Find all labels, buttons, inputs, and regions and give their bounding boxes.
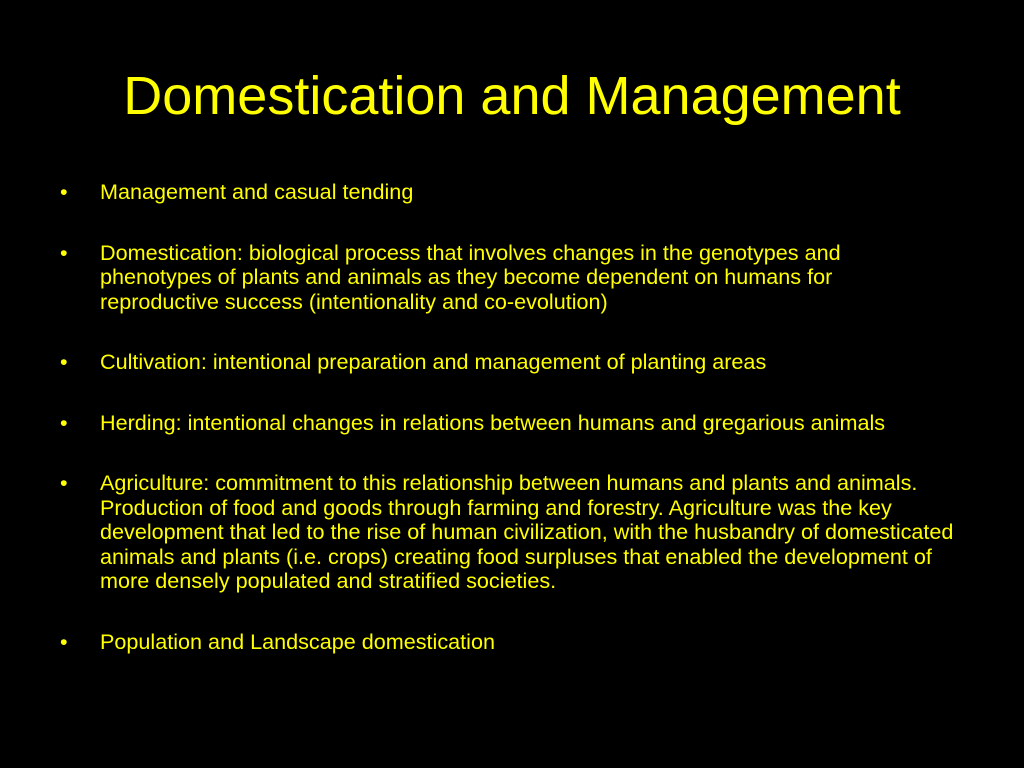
bullet-dot-icon: •	[60, 628, 68, 654]
bullet-text: Herding: intentional changes in relations between humans and gregarious animals	[100, 409, 886, 435]
slide-title: Domestication and Management	[123, 66, 901, 126]
bullet-item-population-landscape	[56, 630, 956, 655]
bullet-text: Cultivation: intentional preparation and management of planting areas	[100, 349, 767, 374]
bullet-item-herding	[56, 411, 956, 436]
bullet-item-agriculture	[56, 471, 956, 594]
bullet-list	[56, 180, 956, 654]
bullet-dot-icon: •	[60, 409, 68, 435]
bullet-item-cultivation	[56, 350, 956, 375]
bullet-dot-icon: •	[60, 349, 68, 374]
bullet-dot-icon: •	[60, 470, 68, 495]
bullet-item-management	[56, 180, 956, 205]
bullet-text: Agriculture: commitment to this relationship between humans and plants and animals. Production of food and goods through farming and forestry. Agriculture was the key development that led to the rise of human civilization, with the husbandry of domesticated animals and plants (i.e. crops) creating food surpluses that enabled the development of more densely populated and stratified societies.	[100, 470, 954, 593]
bullet-text: Population and Landscape domestication	[100, 628, 495, 654]
bullet-item-domestication	[56, 241, 956, 315]
bullet-text: Domestication: biological process that involves changes in the genotypes and phenotypes of plants and animals as they become dependent on humans for reproductive success (intentionality and co-evolution)	[100, 239, 841, 314]
bullet-dot-icon: •	[60, 179, 68, 204]
bullet-dot-icon: •	[60, 239, 68, 265]
bullet-text: Management and casual tending	[100, 179, 414, 204]
